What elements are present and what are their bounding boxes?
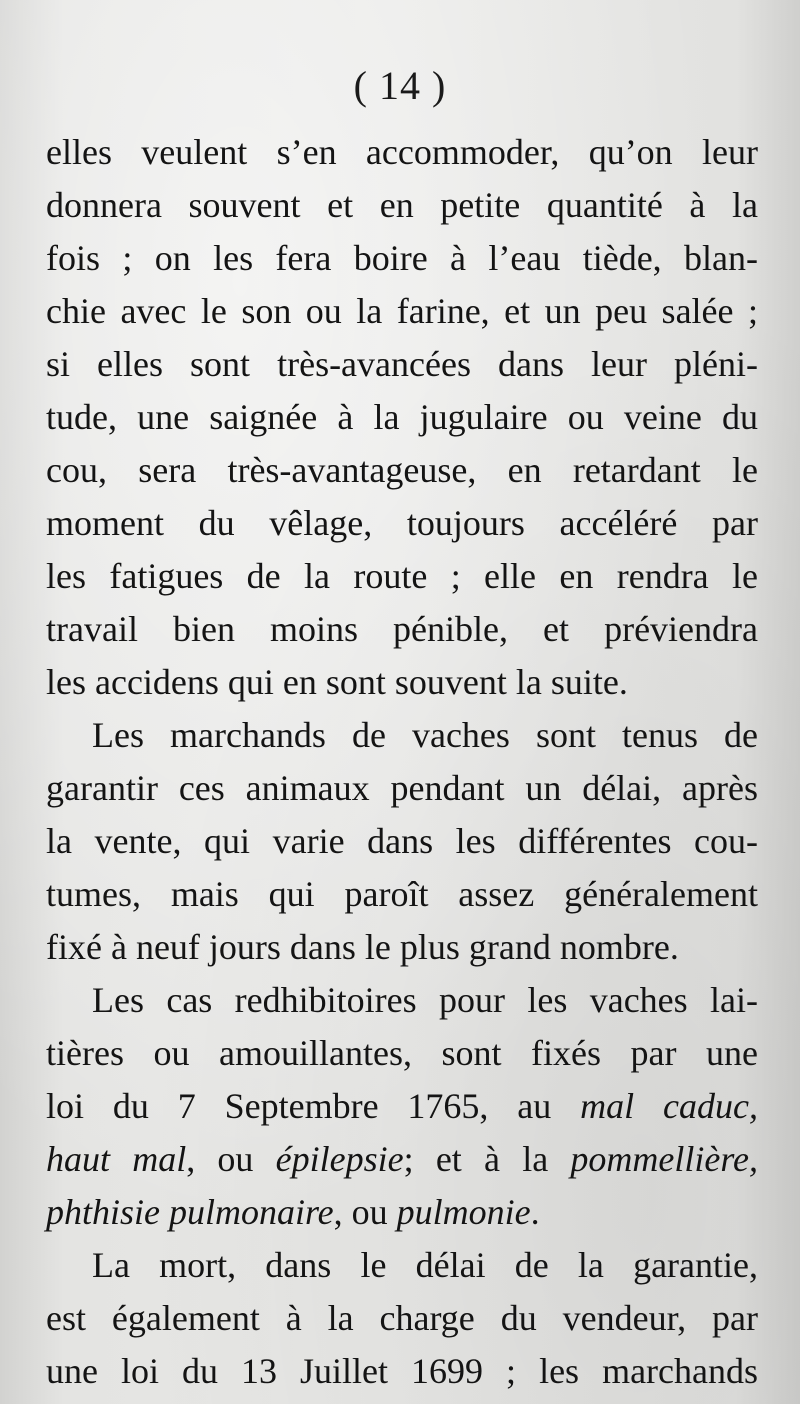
italic-term: épilepsie <box>275 1139 404 1179</box>
text-line: les fatigues de la route ; elle en rendra le <box>46 556 758 596</box>
text-run: . <box>530 1192 540 1232</box>
text-run: loi du 7 Septembre 1765, au <box>46 1086 552 1126</box>
text-line: fois ; on les fera boire à l’eau tiède, blan- <box>46 238 758 278</box>
italic-term: pommellière, <box>570 1139 759 1179</box>
text-line: Les cas redhibitoires pour les vaches lai- <box>92 980 758 1020</box>
italic-term: phthisie pulmonaire <box>46 1192 334 1232</box>
text-line: moment du vêlage, toujours accéléré par <box>46 503 758 543</box>
text-line: donnera souvent et en petite quantité à la <box>46 185 758 225</box>
text-run: ; et à la <box>403 1139 549 1179</box>
text-line: La mort, dans le délai de la garantie, <box>92 1245 758 1285</box>
italic-term: pulmonie <box>396 1192 531 1232</box>
text-run: , ou <box>186 1139 254 1179</box>
text-line: tumes, mais qui paroît assez généralement <box>46 874 758 914</box>
text-line <box>46 1186 758 1239</box>
text-line: Les marchands de vaches sont tenus de <box>92 715 758 755</box>
text-line: garantir ces animaux pendant un délai, après <box>46 768 758 808</box>
text-line <box>46 1080 758 1133</box>
italic-term: haut mal <box>46 1139 187 1179</box>
page-number: ( 14 ) <box>353 63 447 108</box>
text-line: chie avec le son ou la farine, et un peu salée ; <box>46 291 758 331</box>
text-line: travail bien moins pénible, et préviendra <box>46 609 758 649</box>
text-line: elles veulent s’en accommoder, qu’on leur <box>46 132 758 172</box>
text-line: tude, une saignée à la jugulaire ou veine du <box>46 397 758 437</box>
text-line: cou, sera très-avantageuse, en retardant le <box>46 450 758 490</box>
body-text <box>46 126 758 1398</box>
text-line <box>46 1133 758 1186</box>
text-run: , ou <box>333 1192 388 1232</box>
text-line: les accidens qui en sont souvent la suite. <box>46 662 628 702</box>
text-line: tières ou amouillantes, sont fixés par une <box>46 1033 758 1073</box>
text-line: est également à la charge du vendeur, par <box>46 1298 758 1338</box>
text-line: si elles sont très-avancées dans leur pléni- <box>46 344 758 384</box>
text-line: une loi du 13 Juillet 1699 ; les marchands <box>46 1351 758 1391</box>
italic-term: mal caduc, <box>580 1086 758 1126</box>
text-line: la vente, qui varie dans les différentes cou- <box>46 821 758 861</box>
text-line: fixé à neuf jours dans le plus grand nombre. <box>46 927 679 967</box>
